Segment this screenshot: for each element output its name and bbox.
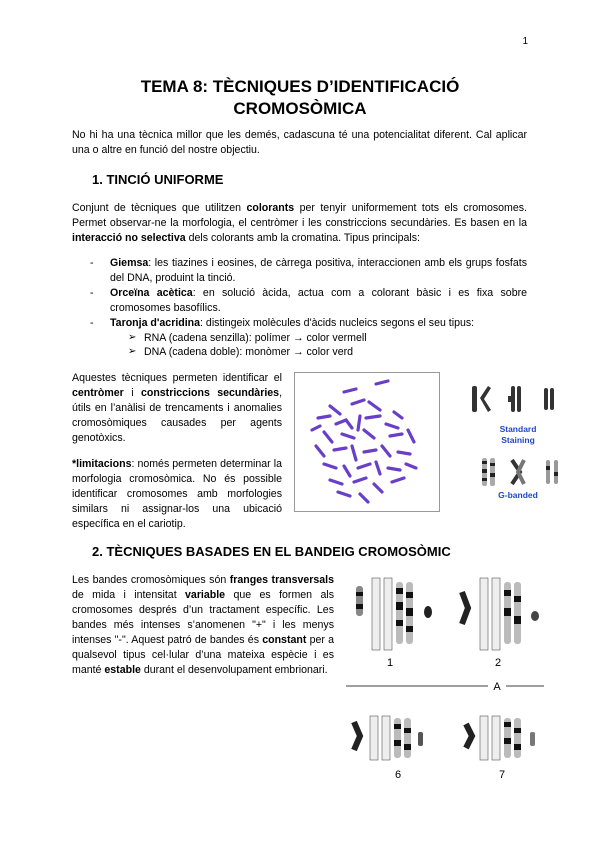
bold-term: constriccions secundàries [140,387,280,399]
list-item: ➢ RNA (cadena senzilla): polímer → color vermell [128,331,508,345]
text-run: , útils en l’anàlisi de trencaments i anomalies cromosòmiques causades per agents genotòxics. [72,387,283,444]
text-run: i [123,387,141,399]
karyo-label-6: 6 [394,769,402,781]
banded-glyphs [482,458,558,486]
bold-term: *limitacions [72,458,132,470]
text-run: : distingeix molècules d'àcids nucleics segons el seu tipus: [200,317,475,329]
bold-term: variable [185,589,226,601]
chromosome-1 [356,578,432,650]
bold-term: Taronja d'acridina [110,317,201,329]
text-run: Conjunt de tècniques que utilitzen [72,202,247,214]
text-run: Les bandes cromosòmiques són [72,574,230,586]
text-run: : les tiazines i eosines, de càrrega positiva, interaccionen amb els grups fosfats del DNA, produint la tinció. [110,257,527,284]
bold-term: constant [262,634,307,646]
chromosome-glyphs [472,386,554,412]
page-number: 1 [522,36,528,47]
section1-paragraph [72,201,527,246]
g-banded-chromosomes [476,454,572,490]
label-line: Staining [501,435,535,445]
bold-term: centròmer [72,387,124,399]
karyo-label-1: 1 [386,657,394,669]
list-item [90,316,527,331]
standard-staining-label [486,424,550,446]
acridine-sublist [128,331,508,359]
text-run: de mida i intensitat [72,589,186,601]
text-run: durant el desenvolupament embrionari. [140,664,328,676]
text-run: : només permeten determinar la morfologia cromosòmica. No és possible identificar cromosomes amb morfologies similars ni assignar-los una ubicació específica en el cariotip. [72,458,282,530]
label-line: Standard [499,424,537,434]
text-run: que es formen als cromosomes després d’un tractament específic. Les bandes més intenses s’anomenen "+" i les menys intenses "-". Aquest patró de bandes és [72,589,334,646]
metaphase-spread-image [294,372,440,512]
section2-heading: 2. TÈCNIQUES BASADES EN EL BANDEIG CROMOSÒMIC [92,544,451,559]
karyo-label-2: 2 [494,657,502,669]
list-item [90,256,527,286]
bold-term: estable [104,664,141,676]
text-run: per tenyir uniformement tots els cromosomes. Permet observar-ne la morfologia, el centròmer i les constriccions secundàries. Es basen en la [72,202,527,229]
techniques-paragraph [72,371,282,446]
stain-types-list [90,256,527,331]
list-item [90,286,527,316]
bold-term: interacció no selectiva [72,232,186,244]
chromosome-2 [462,578,539,650]
bold-term: Giemsa [110,257,149,269]
title-line-1: TEMA 8: TÈCNIQUES D’IDENTIFICACIÓ [140,77,460,96]
standard-stained-chromosomes [468,380,568,420]
list-item: ➢ DNA (cadena doble): monòmer → color verd [128,345,508,359]
text-run: per a qualsevol tipus cel·lular d’una mateixa espècie i es manté [72,634,335,676]
title-line-2: CROMOSÒMICA [233,99,367,118]
text-run: Aquestes tècniques permeten identificar el [72,372,282,384]
bold-term: Orceïna acètica [110,287,193,299]
text-run: : en solució àcida, actua com a colorant bàsic i es fixa sobre cromosomes basofílics. [110,287,528,314]
banding-paragraph [72,573,334,678]
image-frame [295,373,440,512]
intro-paragraph: No hi ha una tècnica millor que les demés, cadascuna té una potencialitat diferent. Cal aplicar una o altre en funció del nostre objectiu. [72,129,527,156]
page-title [0,76,600,120]
chromosome-6 [354,716,423,760]
banded-karyotype-figure [340,572,550,782]
section1-heading: 1. TINCIÓ UNIFORME [92,172,224,187]
text-run: dels colorants amb la cromatina. Tipus principals: [185,232,420,244]
g-banded-label: G-banded [498,490,538,500]
karyo-group-label: A [493,681,501,693]
bold-term: franges transversals [229,574,334,586]
bold-term: colorants [246,202,295,214]
karyo-label-7: 7 [498,769,506,781]
chromosome-7 [466,716,535,760]
limitations-paragraph [72,457,282,532]
